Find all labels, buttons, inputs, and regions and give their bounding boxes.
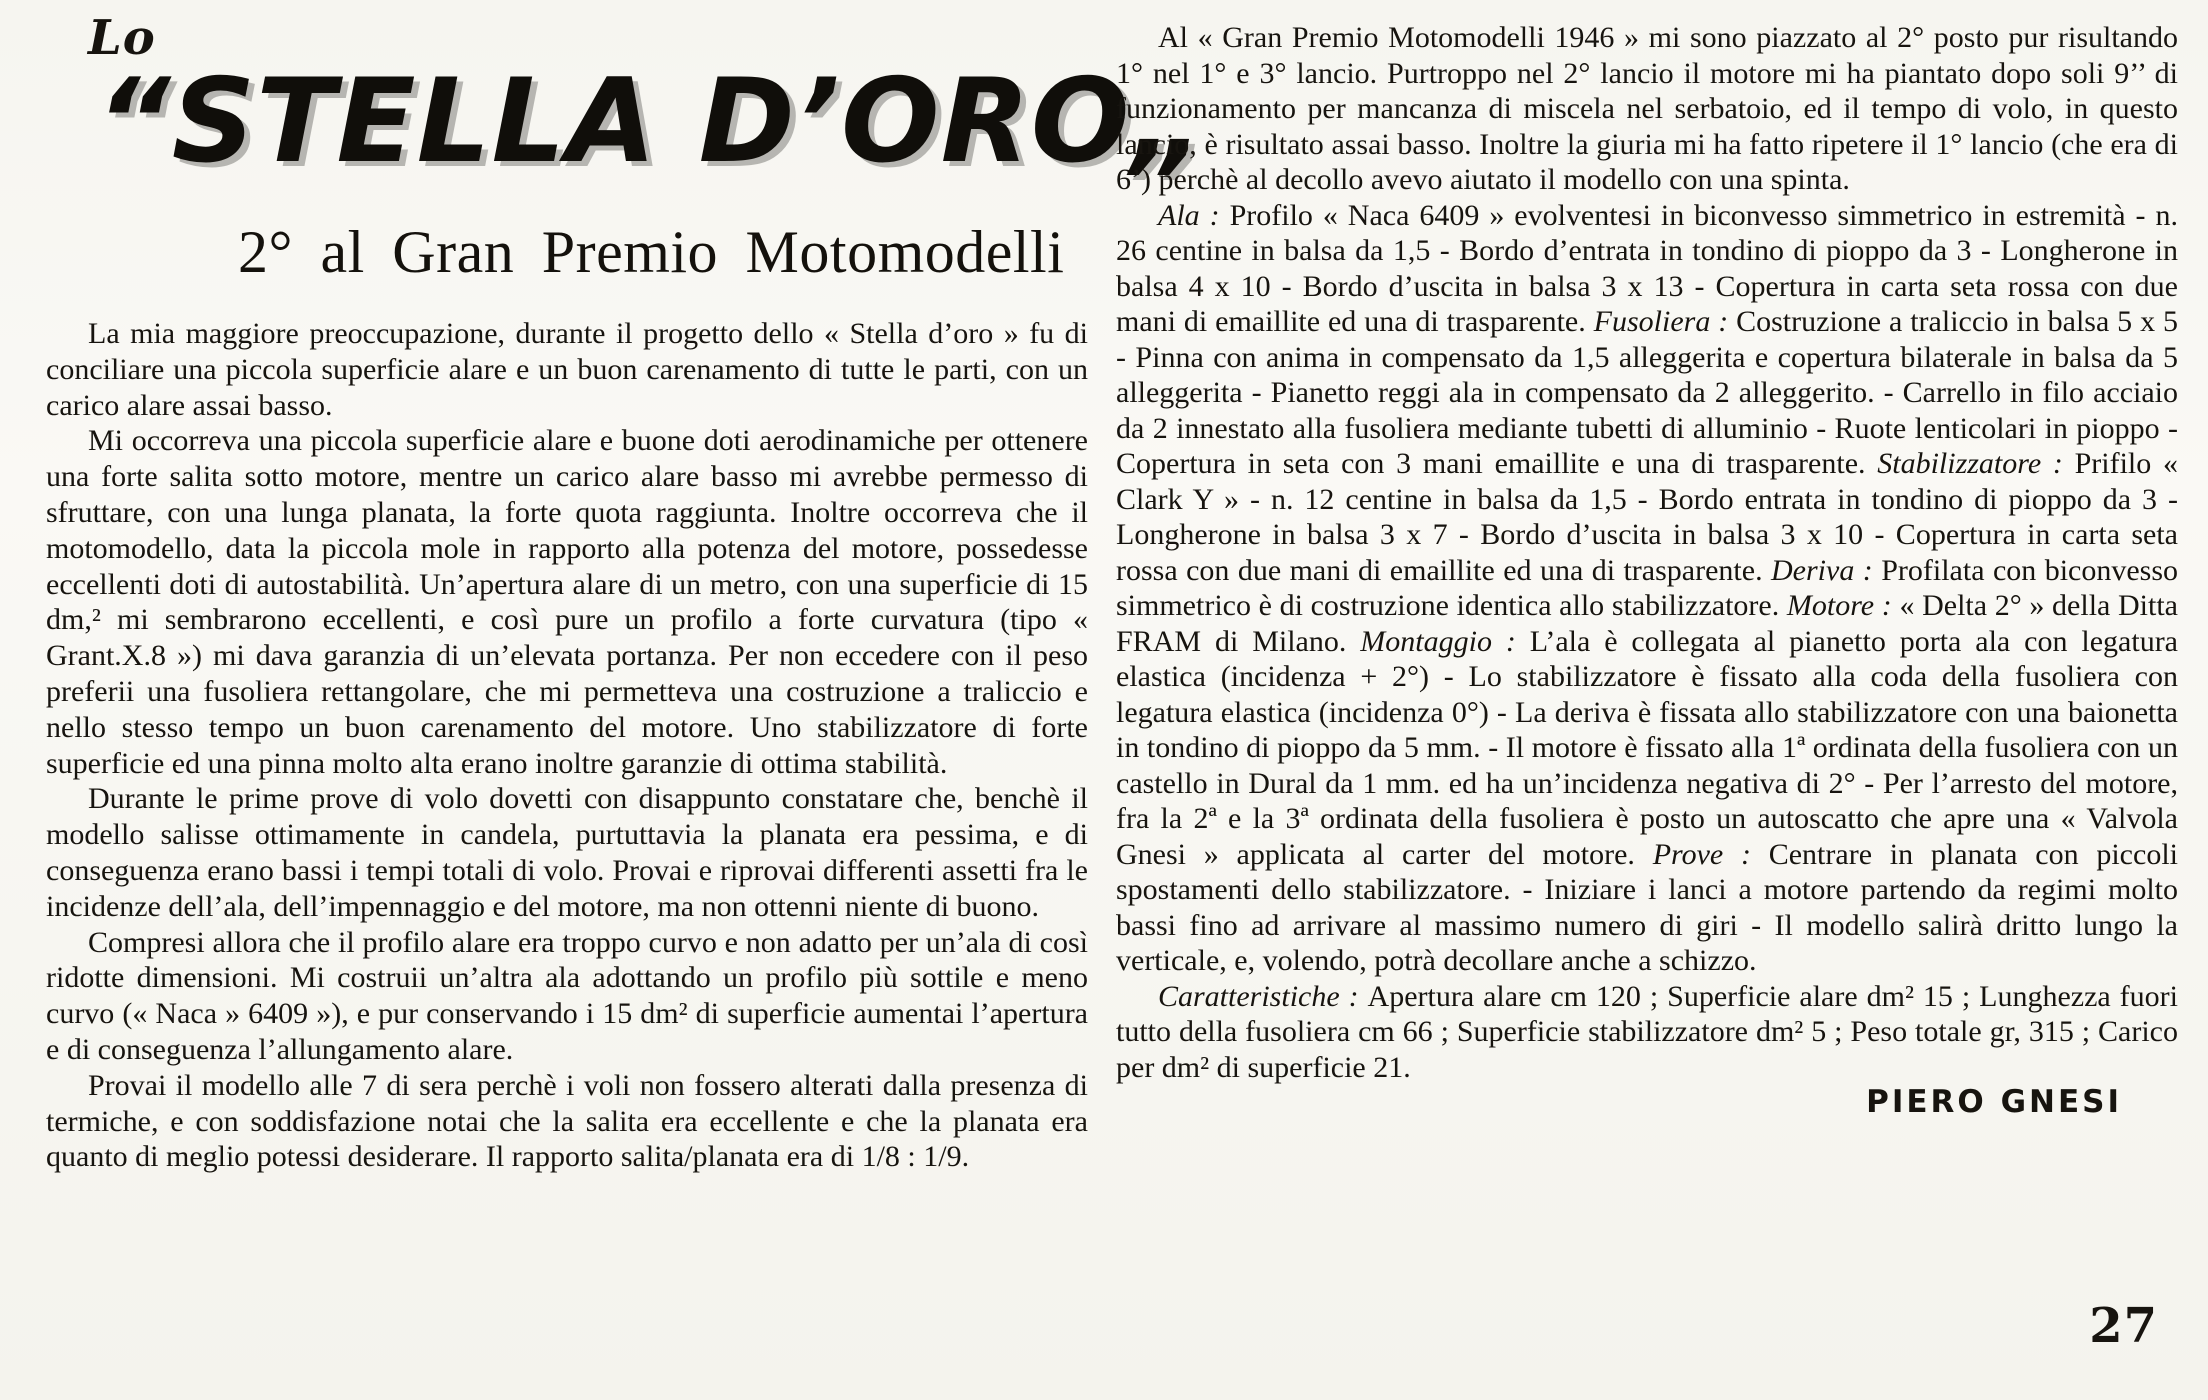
right-column <box>1116 20 2178 1121</box>
left-column <box>46 316 1088 1175</box>
left-paragraph-1: La mia maggiore preoccupazione, durante il progetto dello « Stella d’oro » fu di conciliare una piccola superficie alare e un buon carenamento di tutte le parti, con un carico alare assai basso. <box>46 317 1088 422</box>
left-paragraph-4: Compresi allora che il profilo alare era troppo curvo e non adatto per un’ala di così ridotte dimensioni. Mi costruii un’altra ala adottando un profilo più sottile e meno curvo (« Naca » 6409 »), e pur conservando i 15 dm² di superficie aumentai l’apertura e di conseguenza l’allungamento alare. <box>46 925 1088 1066</box>
tech-label-deriva: Deriva : <box>1771 553 1882 587</box>
tech-text-montaggio: L’ala è collegata al pianetto porta ala con legatura elastica (incidenza + 2°) - Lo stabilizzatore è fissato alla coda della fusoliera con legatura elastica (incidenza 0°) - La deriva è fissata allo stabilizzatore con una baionetta in tondino di pioppo da 5 mm. - Il motore è fissato alla 1ª ordinata della fusoliera con un castello in Dural da 1 mm. ed ha un’incidenza negativa di 2° - Per l’arresto del motore, fra la 2ª e la 3ª ordinata della fusoliera è posto un autoscatto che apre una « Valvola Gnesi » applicata al carter del motore. <box>1116 624 2178 871</box>
tech-label-motore: Motore : <box>1786 589 1900 622</box>
article-subtitle: 2° al Gran Premio Motomodelli <box>238 219 1065 285</box>
technical-description-paragraph <box>1116 198 2178 979</box>
tech-label-prove: Prove : <box>1652 837 1769 871</box>
tech-text-stabilizzatore: Prifilo « Clark Y » - n. 12 centine in balsa da 1,5 - Bordo entrata in tondino di pioppo da 3 - Longherone in balsa 3 x 7 - Bordo d’uscita in balsa 3 x 10 - Copertura in carta seta rossa con due mani di emaillite ed una di trasparente. <box>1116 447 2178 587</box>
page-number: 27 <box>2089 1298 2158 1354</box>
left-paragraph-2: Mi occorreva una piccola superficie alare e buone doti aerodinamiche per ottenere una forte salita sotto motore, mentre un carico alare basso mi avrebbe permesso di sfruttare, con una lunga planata, la forte quota raggiunta. Inoltre occorreva che il motomodello, data la piccola mole in rapporto alla potenza del motore, possedesse eccellenti doti di autostabilità. Un’apertura alare di un metro, con una superficie di 15 dm,² mi sembrarono eccellenti, e così pure un profilo a forte curvatura (tipo « Grant.X.8 ») mi dava garanzia di un’elevata portanza. Per non eccedere con il peso preferii una fusoliera rettangolare, che mi permetteva una costruzione a traliccio e nello stesso tempo un buon carenamento del motore. Uno stabilizzatore di forte superficie ed una pinna molto alta erano inoltre garanzie di ottima stabilità. <box>46 424 1088 780</box>
caratteristiche-text: Apertura alare cm 120 ; Superficie alare dm² 15 ; Lunghezza fuori tutto della fusoliera cm 66 ; Superficie stabilizzatore dm² 5 ; Peso totale gr, 315 ; Carico per dm² di superficie 21. <box>1116 979 2178 1084</box>
tech-text-ala: Profilo « Naca 6409 » evolventesi in biconvesso simmetrico in estremità - n. 26 centine in balsa da 1,5 - Bordo d’entrata in tondino di pioppo da 3 - Longherone in balsa 4 x 10 - Bordo d’uscita in balsa 3 x 13 - Copertura in carta seta rossa con due mani di emaillite ed una di trasparente. <box>1116 198 2178 338</box>
caratteristiche-paragraph <box>1116 979 2178 1086</box>
tech-text-motore: « Delta 2° » della Ditta FRAM di Milano. <box>1116 589 2179 658</box>
left-paragraph-3: Durante le prime prove di volo dovetti con disappunto constatare che, benchè il modello salisse ottimamente in candela, purtuttavia la planata era pessima, e di conseguenza erano bassi i tempi totali di volo. Provai e riprovai differenti assetti fra le incidenze dell’ala, dell’impennaggio e del motore, ma non ottenni niente di buono. <box>46 782 1088 923</box>
tech-text-prove: Centrare in planata con piccoli spostamenti dello stabilizzatore. - Iniziare i lanci a motore partendo da regimi molto bassi fino ad arrivare al massimo numero di giri - Il modello salirà dritto lungo la verticale, e, volendo, potrà decollare anche a schizzo. <box>1116 837 2178 977</box>
left-paragraph-5: Provai il modello alle 7 di sera perchè i voli non fossero alterati dalla presenza di termiche, e con soddisfazione notai che la salita era eccellente e che la planata era quanto di meglio potessi desiderare. Il rapporto salita/planata era di 1/8 : 1/9. <box>46 1068 1088 1174</box>
tech-label-fusoliera: Fusoliera : <box>1593 305 1737 338</box>
right-intro-paragraph: Al « Gran Premio Motomodelli 1946 » mi sono piazzato al 2° posto pur risultando 1° nel 1° e 3° lancio. Purtroppo nel 2° lancio il motore mi ha piantato dopo soli 9’’ di funzionamento per mancanza di miscela nel serbatoio, ed il tempo di volo, in questo lancio, è risultato assai basso. Inoltre la giuria mi ha fatto ripetere il 1° lancio (che era di 6’) perchè al decollo avevo aiutato il modello con una spinta. <box>1116 21 2178 196</box>
caratteristiche-label: Caratteristiche : <box>1158 979 1368 1013</box>
tech-label-ala: Ala : <box>1158 198 1230 232</box>
tech-text-deriva: Profilata con biconvesso simmetrico è di costruzione identica allo stabilizzatore. <box>1116 553 2179 622</box>
tech-text-fusoliera: Costruzione a traliccio in balsa 5 x 5 - Pinna con anima in compensato da 1,5 alleggerita e copertura bilaterale in balsa da 5 alleggerita - Pianetto reggi ala in compensato da 2 alleggerito. - Carrello in filo acciaio da 2 innestato alla fusoliera mediante tubetti di alluminio - Ruote lenticolari in pioppo - Copertura in seta con 3 mani emaillite e una di trasparente. <box>1116 305 2178 480</box>
article-kicker: Lo <box>88 10 156 66</box>
tech-label-stabilizzatore: Stabilizzatore : <box>1877 447 2075 480</box>
article-title: “STELLA D’ORO„ <box>96 54 1207 189</box>
tech-label-montaggio: Montaggio : <box>1360 624 1530 658</box>
author-signature: PIERO GNESI <box>1866 1084 2122 1120</box>
